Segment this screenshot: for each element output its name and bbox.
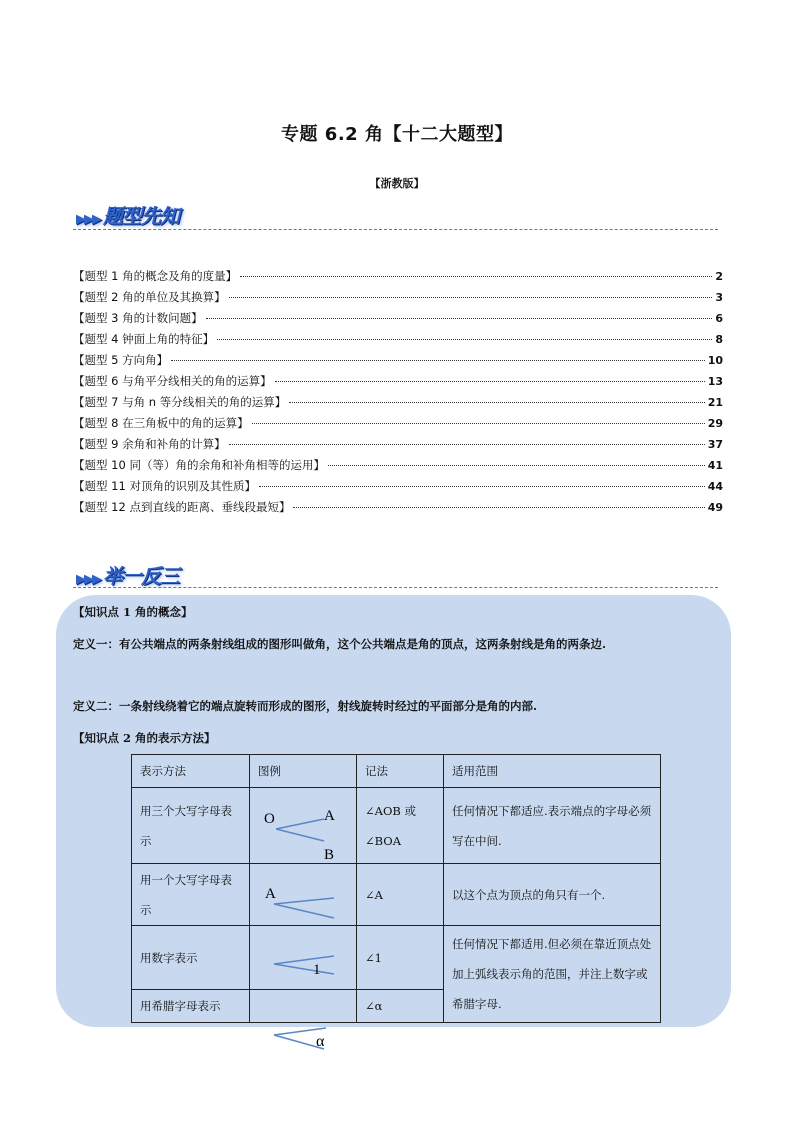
ray-ob	[276, 829, 324, 841]
notation-cell: ∠A	[357, 864, 444, 926]
toc-leader	[252, 423, 705, 424]
toc-leader	[206, 318, 713, 319]
toc-leader	[229, 444, 705, 445]
scope-cell: 任何情况下都适应.表示端点的字母必须写在中间.	[444, 788, 661, 864]
notation-cell: ∠AOB 或∠BOA	[357, 788, 444, 864]
table-header-row	[132, 755, 661, 788]
table-header: 图例	[250, 755, 357, 788]
ray-lower	[274, 904, 334, 918]
table-header: 适用范围	[444, 755, 661, 788]
angle-1-figure	[268, 950, 342, 982]
toc-entry[interactable]	[73, 415, 723, 436]
toc-entry[interactable]	[73, 268, 723, 289]
edition-label: 【浙教版】	[369, 177, 425, 190]
toc-label: 【题型 12 点到直线的距离、垂线段最短】	[73, 500, 291, 514]
banner-preview-text: 题型先知	[103, 204, 179, 228]
toc-label: 【题型 10 同（等）角的余角和补角相等的运用】	[73, 458, 325, 472]
toc-entry[interactable]	[73, 331, 723, 352]
method-cell: 用三个大写字母表示	[132, 788, 250, 864]
table-row	[132, 788, 661, 864]
toc-page: 13	[707, 375, 723, 388]
point-label-b: B	[324, 847, 335, 863]
method-cell: 用数字表示	[132, 926, 250, 990]
toc-page: 3	[715, 291, 723, 304]
scope-cell: 以这个点为顶点的角只有一个.	[444, 864, 661, 926]
toc-page: 6	[715, 312, 723, 325]
toc-page: 44	[707, 480, 723, 493]
banner-examples-text: 举一反三	[103, 564, 179, 588]
angle-label-alpha: α	[316, 1033, 325, 1050]
banner-preview	[76, 200, 179, 228]
divider	[73, 229, 718, 230]
toc-page: 29	[707, 417, 723, 430]
toc-leader	[289, 402, 704, 403]
toc-entry[interactable]	[73, 499, 723, 520]
knowledge-point-1-title: 【知识点 1 角的概念】	[73, 605, 193, 619]
toc-label: 【题型 5 方向角】	[73, 353, 169, 367]
ray-oa	[276, 819, 324, 829]
toc-leader	[240, 276, 712, 277]
angle-aob-figure	[262, 803, 346, 863]
angle-label-1: 1	[313, 962, 321, 978]
toc-leader	[293, 507, 704, 508]
toc-page: 2	[715, 270, 723, 283]
toc-leader	[259, 486, 705, 487]
toc-leader	[171, 360, 705, 361]
toc-leader	[275, 381, 705, 382]
toc-entry[interactable]	[73, 352, 723, 373]
toc-label: 【题型 6 与角平分线相关的角的运算】	[73, 374, 272, 388]
toc-leader	[217, 339, 712, 340]
toc-label: 【题型 2 角的单位及其换算】	[73, 290, 226, 304]
toc-entry[interactable]	[73, 373, 723, 394]
definition-1: 定义一：有公共端点的两条射线组成的图形叫做角，这个公共端点是角的顶点，这两条射线是角的两条边.	[73, 637, 606, 651]
table-of-contents	[73, 268, 723, 520]
vertex-label-o: O	[264, 811, 275, 827]
ray-lower	[274, 964, 334, 974]
triple-arrow-icon: ▶▶▶	[76, 212, 100, 227]
toc-leader	[229, 297, 713, 298]
scope-cell: 任何情况下都适用.但必须在靠近顶点处加上弧线表示角的范围，并注上数字或希腊字母.	[444, 926, 661, 1023]
angle-a-figure	[262, 880, 346, 924]
toc-entry[interactable]	[73, 457, 723, 478]
toc-label: 【题型 8 在三角板中的角的运算】	[73, 416, 249, 430]
angle-alpha-figure	[268, 1025, 342, 1055]
toc-leader	[328, 465, 705, 466]
toc-label: 【题型 4 钟面上角的特征】	[73, 332, 215, 346]
definition-2: 定义二：一条射线绕着它的端点旋转而形成的图形，射线旋转时经过的平面部分是角的内部.	[73, 699, 537, 713]
ray-upper	[274, 898, 334, 904]
toc-entry[interactable]	[73, 436, 723, 457]
toc-page: 49	[707, 501, 723, 514]
triple-arrow-icon: ▶▶▶	[76, 572, 100, 587]
table-row	[132, 864, 661, 926]
knowledge-point-2-title: 【知识点 2 角的表示方法】	[73, 731, 216, 745]
method-cell: 用一个大写字母表示	[132, 864, 250, 926]
toc-entry[interactable]	[73, 394, 723, 415]
ray-upper	[274, 956, 334, 964]
figure-cell	[250, 990, 357, 1023]
table-row	[132, 926, 661, 990]
toc-label: 【题型 11 对顶角的识别及其性质】	[73, 479, 256, 493]
toc-page: 21	[707, 396, 723, 409]
toc-page: 37	[707, 438, 723, 451]
banner-examples	[76, 560, 179, 588]
toc-entry[interactable]	[73, 310, 723, 331]
toc-page: 41	[707, 459, 723, 472]
point-label-a: A	[324, 808, 335, 824]
divider	[73, 587, 718, 588]
toc-entry[interactable]	[73, 289, 723, 310]
toc-label: 【题型 1 角的概念及角的度量】	[73, 269, 238, 283]
toc-page: 8	[715, 333, 723, 346]
table-header: 表示方法	[132, 755, 250, 788]
notation-cell: ∠α	[357, 990, 444, 1023]
toc-entry[interactable]	[73, 478, 723, 499]
toc-page: 10	[707, 354, 723, 367]
vertex-label-a: A	[265, 886, 276, 902]
notation-cell: ∠1	[357, 926, 444, 990]
table-header: 记法	[357, 755, 444, 788]
toc-label: 【题型 9 余角和补角的计算】	[73, 437, 226, 451]
toc-label: 【题型 7 与角 n 等分线相关的角的运算】	[73, 395, 287, 409]
method-cell: 用希腊字母表示	[132, 990, 250, 1023]
angle-notation-table	[131, 754, 661, 1023]
page-title: 专题 6.2 角【十二大题型】	[281, 124, 513, 145]
toc-label: 【题型 3 角的计数问题】	[73, 311, 203, 325]
